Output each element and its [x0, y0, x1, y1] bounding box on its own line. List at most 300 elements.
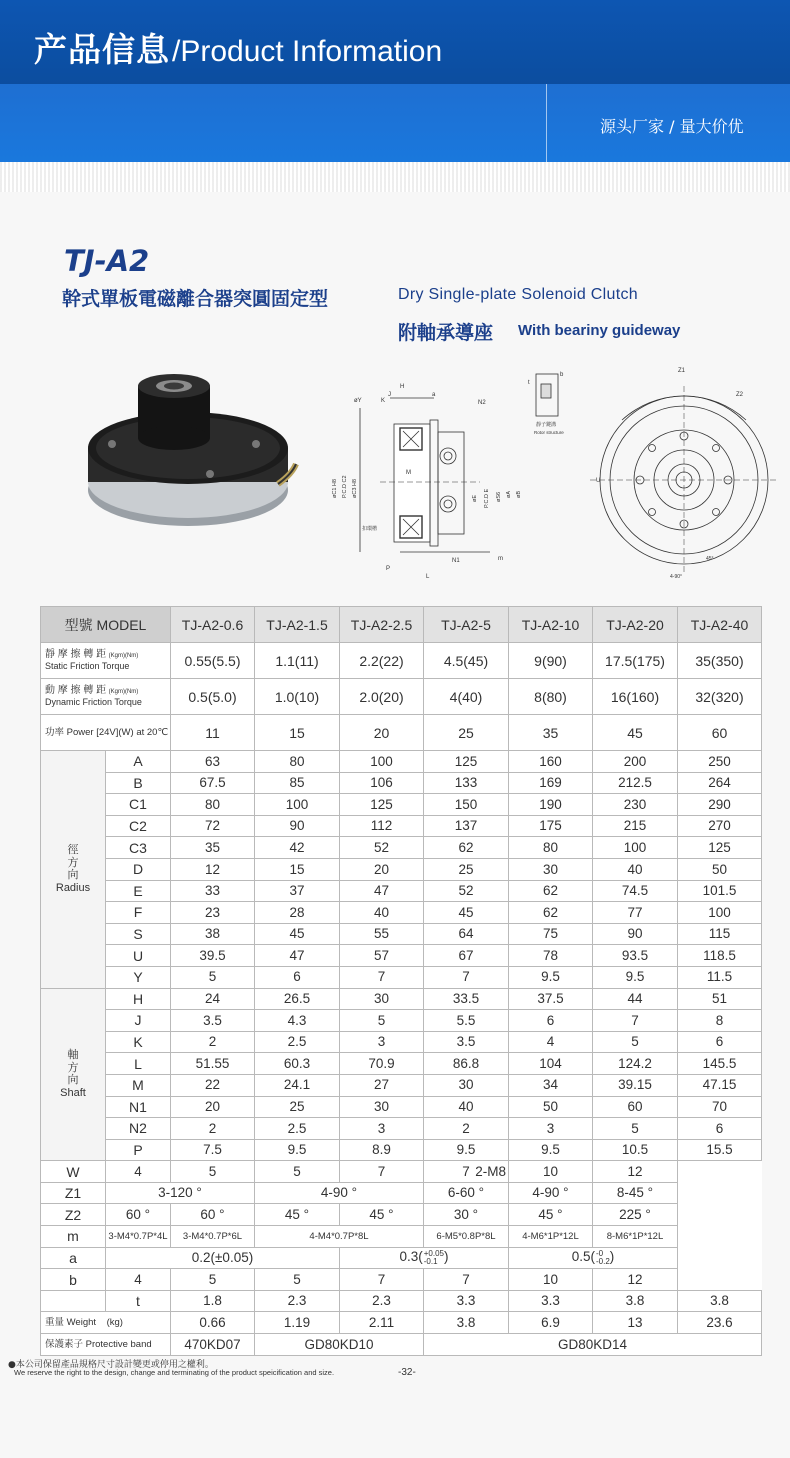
group-label-cn: 徑 方 向 [67, 843, 79, 882]
table-cell: 39.15 [593, 1074, 678, 1096]
table-cell: 6.9 [509, 1312, 593, 1334]
table-cell: 2 [424, 1118, 509, 1140]
table-cell: 51.55 [171, 1053, 255, 1075]
table-cell: 190 [509, 794, 593, 816]
svg-text:扣環槽: 扣環槽 [362, 526, 378, 532]
row-label: b [41, 1269, 106, 1291]
table-cell: 60 ° [171, 1204, 255, 1226]
table-cell: 60 [678, 715, 762, 751]
row-label: J [106, 1010, 171, 1032]
table-cell: 212.5 [593, 772, 678, 794]
table-row [41, 1010, 762, 1032]
row-label: t [106, 1290, 171, 1312]
dynamic-torque-label-cn: 動 摩 擦 轉 距 [45, 684, 107, 696]
table-cell: 67 [424, 945, 509, 967]
table-cell: 145.5 [678, 1053, 762, 1075]
table-cell: 3.8 [593, 1290, 678, 1312]
model-cell: TJ-A2-10 [509, 607, 593, 643]
table-cell: 6 [678, 1031, 762, 1053]
svg-text:b: b [560, 372, 564, 378]
table-cell [509, 1247, 678, 1269]
table-cell: 2.2(22) [340, 643, 424, 679]
table-cell: 60.3 [255, 1053, 340, 1075]
table-cell: 10 [509, 1161, 593, 1183]
page-title [34, 24, 442, 71]
table-cell: 2.3 [340, 1290, 424, 1312]
table-cell: 70 [678, 1096, 762, 1118]
table-cell: 125 [678, 837, 762, 859]
technical-drawing [60, 352, 780, 588]
table-cell: 4-90 ° [509, 1182, 593, 1204]
table-cell: 3.5 [424, 1031, 509, 1053]
table-cell: 4.3 [255, 1010, 340, 1032]
table-cell: 100 [255, 794, 340, 816]
table-cell [340, 1247, 509, 1269]
product-feature-en: With beariny guideway [518, 322, 681, 339]
svg-text:M: M [406, 470, 411, 476]
table-cell: 10 [509, 1269, 593, 1291]
table-row [41, 966, 762, 988]
table-cell: 3-M4*0.7P*4L [106, 1226, 171, 1248]
row-label: Z2 [41, 1204, 106, 1226]
table-cell: 80 [171, 794, 255, 816]
table-cell: 15 [255, 715, 340, 751]
table-header-row [41, 607, 762, 643]
table-cell: 12 [593, 1269, 678, 1291]
protective-row [41, 1334, 762, 1356]
svg-text:Z2: Z2 [736, 392, 744, 398]
table-cell: 106 [340, 772, 424, 794]
table-cell: 52 [424, 880, 509, 902]
group-label [41, 988, 106, 1161]
row-label: E [106, 880, 171, 902]
table-cell: 7 [340, 1269, 424, 1291]
table-cell: 5 [340, 1010, 424, 1032]
table-cell: 50 [509, 1096, 593, 1118]
table-cell: 8-M6*1P*12L [593, 1226, 678, 1248]
tolerance-close: ) [609, 1249, 615, 1265]
table-cell: 150 [424, 794, 509, 816]
table-cell: 3.8 [678, 1290, 762, 1312]
svg-text:45°: 45° [706, 556, 714, 562]
table-cell: 78 [509, 945, 593, 967]
table-row [41, 880, 762, 902]
table-cell: 16(160) [593, 679, 678, 715]
table-cell: GD80KD10 [255, 1334, 424, 1356]
table-row [41, 794, 762, 816]
table-cell: 40 [340, 902, 424, 924]
table-cell: 3 [340, 1118, 424, 1140]
table-cell: 2 [171, 1031, 255, 1053]
group-label-empty [41, 1290, 106, 1312]
table-cell: 4.5(45) [424, 643, 509, 679]
table-cell: 34 [509, 1074, 593, 1096]
table-cell: 2.11 [340, 1312, 424, 1334]
table-cell: 90 [255, 815, 340, 837]
table-cell: 470KD07 [171, 1334, 255, 1356]
footnote-en: We reserve the right to the design, change and terminating of the product speicification and size. [14, 1368, 335, 1377]
table-cell: 50 [678, 858, 762, 880]
table-cell: 1.1(11) [255, 643, 340, 679]
table-cell: 7 [340, 1161, 424, 1183]
group-label-en: Radius [55, 881, 91, 894]
product-name-en: Dry Single-plate Solenoid Clutch [398, 286, 638, 303]
model-title: TJ-A2 [64, 244, 150, 278]
table-cell: 74.5 [593, 880, 678, 902]
table-cell: 100 [593, 837, 678, 859]
table-cell: 85 [255, 772, 340, 794]
table-cell: 45 [593, 715, 678, 751]
table-cell: 290 [678, 794, 762, 816]
table-cell: 24.1 [255, 1074, 340, 1096]
table-row [41, 751, 762, 773]
table-cell: 44 [593, 988, 678, 1010]
table-cell: 3-M4*0.7P*6L [171, 1226, 255, 1248]
table-cell: 160 [509, 751, 593, 773]
table-cell: 270 [678, 815, 762, 837]
table-cell: 0.55(5.5) [171, 643, 255, 679]
table-row [41, 1247, 762, 1269]
table-cell: 15.5 [678, 1139, 762, 1161]
table-cell: 30 [424, 1074, 509, 1096]
group-label-en: Shaft [60, 1087, 86, 1100]
table-cell: 3.8 [424, 1312, 509, 1334]
table-cell: 1.0(10) [255, 679, 340, 715]
model-cell: TJ-A2-0.6 [171, 607, 255, 643]
table-cell: 2 [171, 1118, 255, 1140]
table-row [41, 1118, 762, 1140]
table-cell: 62 [509, 902, 593, 924]
table-cell: 11.5 [678, 966, 762, 988]
table-cell: 112 [340, 815, 424, 837]
table-cell: 8(80) [509, 679, 593, 715]
table-cell: 133 [424, 772, 509, 794]
static-torque-label [41, 643, 171, 679]
svg-text:øA: øA [506, 490, 512, 498]
svg-text:Rotor structure: Rotor structure [534, 430, 564, 435]
table-cell: 45 [255, 923, 340, 945]
svg-text:J: J [388, 392, 391, 398]
table-row [41, 1182, 762, 1204]
group-label [41, 751, 106, 989]
table-cell: 5 [593, 1118, 678, 1140]
table-cell: 57 [340, 945, 424, 967]
table-cell: 23.6 [678, 1312, 762, 1334]
table-cell: 13 [593, 1312, 678, 1334]
table-cell: 80 [509, 837, 593, 859]
table-cell: 7 [340, 966, 424, 988]
header-banner [0, 0, 790, 162]
front-view [590, 368, 778, 580]
table-row [41, 1290, 762, 1312]
decorative-stripe [0, 162, 790, 192]
svg-text:øB: øB [516, 490, 522, 498]
section-view [332, 384, 522, 580]
table-cell: 52 [340, 837, 424, 859]
table-cell: 8.9 [340, 1139, 424, 1161]
table-cell: 40 [593, 858, 678, 880]
table-row [41, 1074, 762, 1096]
table-cell: 9.5 [593, 966, 678, 988]
product-name-cn: 幹式單板電磁離合器突圓固定型 [62, 288, 329, 310]
table-row [41, 923, 762, 945]
model-header: 型號 MODEL [41, 607, 171, 643]
weight-label [41, 1312, 171, 1334]
rotor-structure-detail [528, 372, 564, 435]
row-label: C3 [106, 837, 171, 859]
table-cell: 62 [424, 837, 509, 859]
tolerance-stack [424, 1250, 444, 1265]
table-cell: 6-M5*0.8P*8L [424, 1226, 509, 1248]
static-torque-label-en: Static Friction Torque [45, 661, 130, 672]
table-cell: 24 [171, 988, 255, 1010]
svg-text:Z1: Z1 [678, 368, 686, 374]
power-label: 功率 Power [24V](W) at 20℃ [41, 715, 171, 751]
table-cell: 3.5 [171, 1010, 255, 1032]
svg-text:m: m [498, 556, 503, 562]
svg-text:øC3 H8: øC3 H8 [352, 479, 358, 498]
table-cell: 20 [340, 715, 424, 751]
model-cell: TJ-A2-20 [593, 607, 678, 643]
table-cell: 0.66 [171, 1312, 255, 1334]
table-cell: 11 [171, 715, 255, 751]
table-cell: 7.5 [171, 1139, 255, 1161]
table-cell: 1.8 [171, 1290, 255, 1312]
table-cell: 12 [171, 858, 255, 880]
table-row [41, 1053, 762, 1075]
table-cell: 63 [171, 751, 255, 773]
table-cell: 125 [340, 794, 424, 816]
table-cell: 100 [340, 751, 424, 773]
table-cell: 5 [171, 1269, 255, 1291]
table-cell: 0.2(±0.05) [106, 1247, 340, 1269]
row-label: m [41, 1226, 106, 1248]
table-cell: 35 [171, 837, 255, 859]
svg-text:P.C.D C2: P.C.D C2 [342, 475, 348, 498]
svg-text:a: a [432, 392, 436, 398]
row-label: N2 [106, 1118, 171, 1140]
table-row [41, 772, 762, 794]
table-cell: 20 [171, 1096, 255, 1118]
table-cell: 8-45 ° [593, 1182, 678, 1204]
table-row [41, 1139, 762, 1161]
table-cell: 22 [171, 1074, 255, 1096]
table-cell: 5 [255, 1161, 340, 1183]
svg-text:N2: N2 [478, 400, 486, 406]
row-label: A [106, 751, 171, 773]
table-cell: 17.5(175) [593, 643, 678, 679]
row-label: a [41, 1247, 106, 1269]
shaft-group [41, 988, 762, 1161]
table-cell: 20 [340, 858, 424, 880]
table-row [41, 815, 762, 837]
row-label: C2 [106, 815, 171, 837]
table-cell: 4-M6*1P*12L [509, 1226, 593, 1248]
table-cell: 67.5 [171, 772, 255, 794]
table-cell: 6 [255, 966, 340, 988]
table-cell: 33.5 [424, 988, 509, 1010]
table-cell: 115 [678, 923, 762, 945]
tolerance-upper: -0 [595, 1249, 604, 1259]
table-row [41, 1031, 762, 1053]
table-cell: 30 ° [424, 1204, 509, 1226]
table-row [41, 988, 762, 1010]
table-cell: 37.5 [509, 988, 593, 1010]
page-number: -32- [398, 1367, 416, 1378]
banner-divider [546, 84, 547, 162]
table-cell: 25 [424, 858, 509, 880]
svg-text:øE: øE [472, 494, 478, 502]
table-cell: 30 [509, 858, 593, 880]
row-label: H [106, 988, 171, 1010]
dynamic-torque-label-en: Dynamic Friction Torque [45, 697, 142, 708]
static-torque-label-cn: 靜 摩 擦 轉 距 [45, 648, 107, 660]
table-cell: 70.9 [340, 1053, 424, 1075]
table-row [41, 945, 762, 967]
table-cell: 27 [340, 1074, 424, 1096]
svg-text:øY: øY [354, 398, 362, 404]
table-cell: 77 [593, 902, 678, 924]
table-cell: 118.5 [678, 945, 762, 967]
table-cell: 93.5 [593, 945, 678, 967]
table-cell: 5 [255, 1269, 340, 1291]
table-cell: 104 [509, 1053, 593, 1075]
table-cell: 6 [509, 1010, 593, 1032]
row-label: M [106, 1074, 171, 1096]
clutch-photo [88, 374, 296, 526]
tolerance-close: ) [444, 1249, 449, 1265]
weight-row [41, 1312, 762, 1334]
tolerance-stack [596, 1250, 610, 1265]
table-cell: 3.3 [424, 1290, 509, 1312]
table-cell: 26.5 [255, 988, 340, 1010]
tolerance-base: 0.3( [399, 1249, 423, 1265]
table-cell: 3 [340, 1031, 424, 1053]
table-cell: 5 [171, 1161, 255, 1183]
table-cell: 47 [255, 945, 340, 967]
table-cell: 30 [340, 1096, 424, 1118]
table-cell: 80 [255, 751, 340, 773]
table-cell: 32(320) [678, 679, 762, 715]
table-cell: 45 ° [509, 1204, 593, 1226]
svg-text:U: U [596, 478, 601, 484]
table-cell: 7 [593, 1010, 678, 1032]
model-cell: TJ-A2-5 [424, 607, 509, 643]
row-label: P [106, 1139, 171, 1161]
static-torque-unit: (Kgm)(Nm) [108, 652, 139, 659]
table-cell: 42 [255, 837, 340, 859]
row-label: D [106, 858, 171, 880]
power-row [41, 715, 762, 751]
table-cell: 175 [509, 815, 593, 837]
table-cell: 215 [593, 815, 678, 837]
protective-label: 保護素子 Protective band [41, 1334, 171, 1356]
table-cell: 9.5 [255, 1139, 340, 1161]
table-cell: 33 [171, 880, 255, 902]
table-cell: 4-M4*0.7P*8L [255, 1226, 424, 1248]
table-cell: 0.5(5.0) [171, 679, 255, 715]
table-cell: 101.5 [678, 880, 762, 902]
dynamic-torque-row [41, 679, 762, 715]
svg-text:t: t [528, 380, 530, 386]
w-extra: 2-M8 [475, 1164, 506, 1180]
table-cell: 12 [593, 1161, 678, 1183]
table-cell: 264 [678, 772, 762, 794]
table-cell: 125 [424, 751, 509, 773]
title-cn: 产品信息 [34, 30, 170, 69]
model-cell: TJ-A2-1.5 [255, 607, 340, 643]
table-cell: 7 [424, 1269, 509, 1291]
svg-text:øC1 H8: øC1 H8 [332, 479, 338, 498]
svg-text:P: P [386, 566, 391, 572]
table-cell: 90 [593, 923, 678, 945]
weight-label-text: 重量 Weight [45, 1316, 97, 1328]
table-cell: GD80KD14 [424, 1334, 762, 1356]
table-row [41, 1204, 762, 1226]
table-cell: 230 [593, 794, 678, 816]
table-cell: 250 [678, 751, 762, 773]
w-value: 7 [462, 1163, 470, 1179]
table-cell: 40 [424, 1096, 509, 1118]
table-row [41, 1226, 762, 1248]
table-row [41, 1161, 762, 1183]
row-label: U [106, 945, 171, 967]
table-cell: 38 [171, 923, 255, 945]
table-cell: 5.5 [424, 1010, 509, 1032]
dynamic-torque-unit: (Kgm)(Nm) [108, 688, 139, 695]
table-cell: 25 [255, 1096, 340, 1118]
table-cell: 45 ° [340, 1204, 424, 1226]
table-cell: 25 [424, 715, 509, 751]
row-label: L [106, 1053, 171, 1075]
title-en: /Product Information [172, 35, 443, 68]
table-cell: 39.5 [171, 945, 255, 967]
table-cell: 3-120 ° [106, 1182, 255, 1204]
table-cell: 75 [509, 923, 593, 945]
table-cell: 8 [678, 1010, 762, 1032]
svg-text:N1: N1 [452, 558, 460, 564]
row-label: S [106, 923, 171, 945]
table-cell: 51 [678, 988, 762, 1010]
table-cell: 9(90) [509, 643, 593, 679]
table-cell: 23 [171, 902, 255, 924]
table-cell: 35 [509, 715, 593, 751]
tolerance-upper: +0.05 [423, 1249, 444, 1259]
table-cell: 60 ° [106, 1204, 171, 1226]
table-cell: 6 [678, 1118, 762, 1140]
table-cell: 47 [340, 880, 424, 902]
table-cell: 72 [171, 815, 255, 837]
model-cell: TJ-A2-2.5 [340, 607, 424, 643]
table-row [41, 858, 762, 880]
table-cell: 45 [424, 902, 509, 924]
row-label: B [106, 772, 171, 794]
table-cell: 4-90 ° [255, 1182, 424, 1204]
table-cell: 124.2 [593, 1053, 678, 1075]
table-cell: 60 [593, 1096, 678, 1118]
table-cell: 2.5 [255, 1031, 340, 1053]
tolerance-lower: -0.1 [423, 1256, 438, 1266]
table-row [41, 1269, 762, 1291]
table-cell: 3 [509, 1118, 593, 1140]
tolerance-base: 0.5( [571, 1249, 595, 1265]
row-label: Y [106, 966, 171, 988]
table-cell: 137 [424, 815, 509, 837]
table-cell: 9.5 [509, 1139, 593, 1161]
footnote-cn: ●本公司保留產品規格尺寸設計變更或停用之權利。 [8, 1360, 214, 1370]
table-cell: 100 [678, 902, 762, 924]
spec-table [40, 606, 762, 1356]
